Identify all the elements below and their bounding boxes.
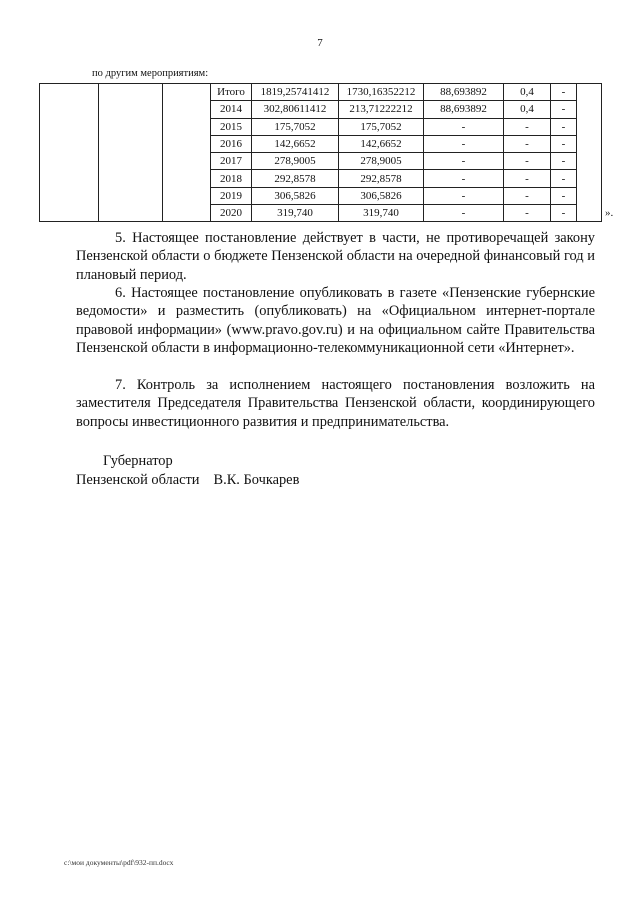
table-cell-col3: -	[424, 135, 504, 152]
table-cell-total: 278,9005	[252, 153, 339, 170]
signature-block	[76, 452, 299, 489]
table-cell-total: 292,8578	[252, 170, 339, 187]
table-caption: по другим мероприятиям:	[92, 68, 209, 79]
table-cell-year: Итого	[211, 84, 252, 101]
table-cell-col2: 1730,16352212	[339, 84, 424, 101]
table-cell-col5: -	[551, 84, 577, 101]
table-cell-col2: 213,71222212	[339, 101, 424, 118]
table-cell-col4: -	[504, 135, 551, 152]
table-cell-col5: -	[551, 170, 577, 187]
table-cell-col2: 292,8578	[339, 170, 424, 187]
table-cell-col2: 306,5826	[339, 187, 424, 204]
table-cell-col4: 0,4	[504, 101, 551, 118]
table-cell-col3: -	[424, 170, 504, 187]
table-cell-total: 302,80611412	[252, 101, 339, 118]
table-cell-col2: 319,740	[339, 205, 424, 222]
table-cell-year: 2014	[211, 101, 252, 118]
table-cell-col3: -	[424, 118, 504, 135]
table-cell-col5: -	[551, 118, 577, 135]
paragraph-6: 6. Настоящее постановление опубликовать в газете «Пензенские губернские ведомости» и разместить (опубликовать) на «Официальном интернет-портале правовой информации» (www.pravo.gov.ru) и на официальном сайте Правительства Пензенской области в информационно-телекоммуникационной сети «Интернет».	[76, 285, 595, 356]
table-cell-total: 142,6652	[252, 135, 339, 152]
table-blank-cell	[99, 84, 163, 222]
table-cell-col2: 142,6652	[339, 135, 424, 152]
table-blank-cell	[577, 84, 602, 222]
table-blank-cell	[163, 84, 211, 222]
table-cell-total: 175,7052	[252, 118, 339, 135]
table-cell-total: 1819,25741412	[252, 84, 339, 101]
paragraph-7: 7. Контроль за исполнением настоящего постановления возложить на заместителя Председателя Правительства Пензенской области, координирующего вопросы инвестиционного развития и предпринимательства.	[76, 377, 595, 430]
table-row	[40, 84, 602, 101]
table-cell-col3: 88,693892	[424, 101, 504, 118]
table-cell-col3: 88,693892	[424, 84, 504, 101]
table-cell-col5: -	[551, 187, 577, 204]
page-number: 7	[317, 37, 323, 49]
table-cell-year: 2018	[211, 170, 252, 187]
table-cell-col5: -	[551, 135, 577, 152]
table-cell-col3: -	[424, 153, 504, 170]
table-cell-col5: -	[551, 205, 577, 222]
signature-name: В.К. Бочкарев	[213, 471, 300, 488]
table-cell-col3: -	[424, 205, 504, 222]
table-cell-col2: 278,9005	[339, 153, 424, 170]
paragraph-5: 5. Настоящее постановление действует в части, не противоречащей закону Пензенской области о бюджете Пензенской области на очередной финансовый год и плановый период.	[76, 230, 595, 283]
table-blank-cell	[40, 84, 99, 222]
table-cell-col3: -	[424, 187, 504, 204]
signature-title-line1: Губернатор	[103, 453, 173, 469]
table-cell-total: 306,5826	[252, 187, 339, 204]
table-cell-year: 2017	[211, 153, 252, 170]
table-cell-col4: -	[504, 118, 551, 135]
table-cell-year: 2020	[211, 205, 252, 222]
table-cell-col4: -	[504, 187, 551, 204]
funding-table	[39, 83, 602, 222]
table-cell-col4: -	[504, 205, 551, 222]
signature-title-line2: Пензенской области	[76, 471, 200, 488]
table-cell-col5: -	[551, 101, 577, 118]
table-cell-year: 2019	[211, 187, 252, 204]
table-cell-col4: 0,4	[504, 84, 551, 101]
table-closing-quote: ».	[605, 207, 614, 219]
table-cell-total: 319,740	[252, 205, 339, 222]
footer-file-path: c:\мои документы\pdf\932-пп.docx	[64, 858, 174, 867]
table-cell-col5: -	[551, 153, 577, 170]
table-cell-col2: 175,7052	[339, 118, 424, 135]
table-cell-col4: -	[504, 170, 551, 187]
table-cell-year: 2015	[211, 118, 252, 135]
table-cell-col4: -	[504, 153, 551, 170]
table-cell-year: 2016	[211, 135, 252, 152]
